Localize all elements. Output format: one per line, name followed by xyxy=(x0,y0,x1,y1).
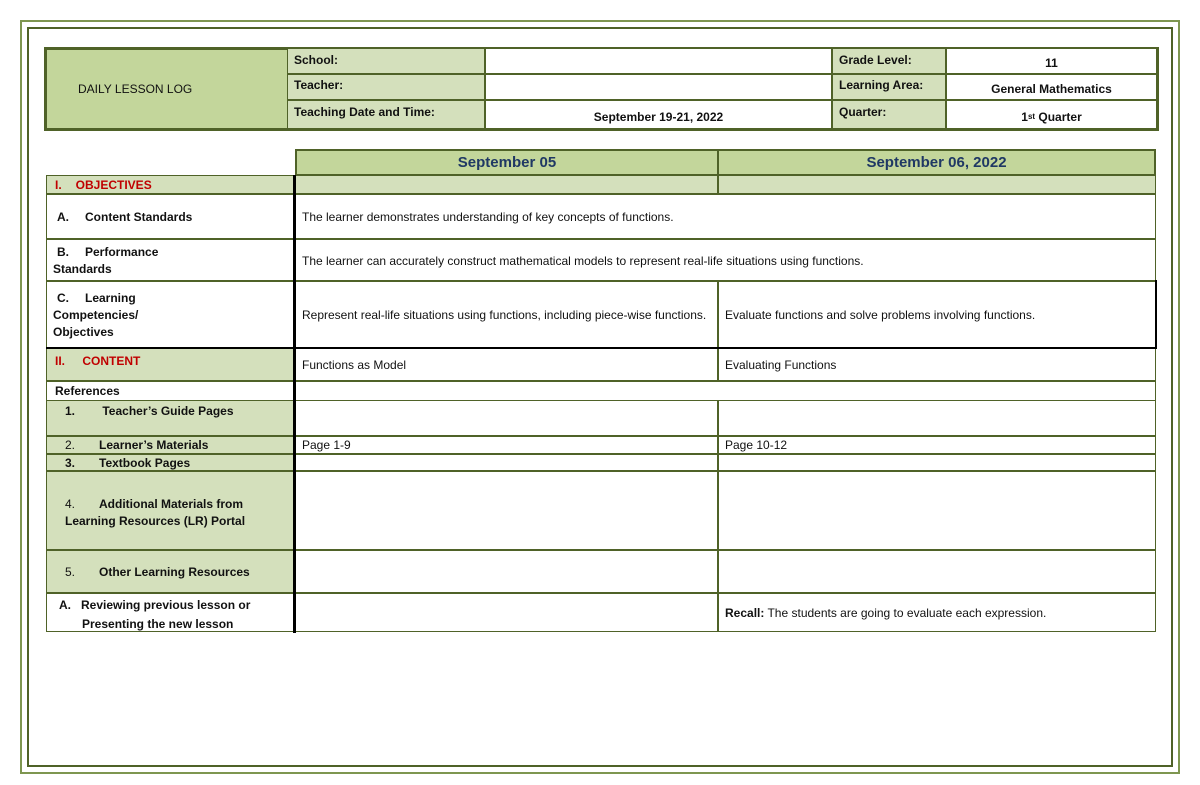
learners-materials-number: 2. xyxy=(65,438,76,452)
learners-materials-text: Learner’s Materials xyxy=(99,438,209,452)
performance-standards-label xyxy=(46,239,295,281)
textbook-pages-col1 xyxy=(295,454,718,471)
quarter-suffix: Quarter xyxy=(1035,109,1082,124)
additional-materials-label xyxy=(46,471,295,550)
content-col1: Functions as Model xyxy=(295,348,718,381)
teacher-field[interactable] xyxy=(485,74,832,100)
learning-area-value: General Mathematics xyxy=(946,74,1157,100)
additional-materials-number: 4. xyxy=(65,497,76,511)
reviewing-lesson-col2 xyxy=(718,593,1156,632)
reviewing-lesson-line2: Presenting the new lesson xyxy=(82,617,234,631)
other-resources-col1 xyxy=(295,550,718,593)
objectives-title: OBJECTIVES xyxy=(75,177,152,192)
learning-competencies-col2: Evaluate functions and solve problems involving functions. xyxy=(718,281,1156,348)
column-header-2: September 06, 2022 xyxy=(717,149,1156,176)
teachers-guide-col2 xyxy=(718,400,1156,436)
references-heading: References xyxy=(46,381,1156,401)
objectives-cell-1 xyxy=(295,175,718,194)
teachers-guide-number: 1. xyxy=(65,404,76,418)
school-field[interactable] xyxy=(485,48,832,74)
other-resources-col2 xyxy=(718,550,1156,593)
reviewing-lesson-col1 xyxy=(295,593,718,632)
other-resources-text: Other Learning Resources xyxy=(99,564,250,579)
additional-materials-col2 xyxy=(718,471,1156,550)
quarter-value: 1 st Quarter xyxy=(946,100,1157,129)
additional-materials-line2: Learning Resources (LR) Portal xyxy=(65,514,246,528)
other-resources-number: 5. xyxy=(65,564,76,579)
recall-text: The students are going to evaluate each expression. xyxy=(764,605,1047,620)
learning-competencies-line2: Competencies/ xyxy=(53,308,139,322)
content-title: CONTENT xyxy=(82,354,141,368)
objectives-heading xyxy=(46,175,295,194)
textbook-pages-label xyxy=(46,454,295,471)
objectives-cell-2 xyxy=(718,175,1156,194)
document-title: DAILY LESSON LOG xyxy=(78,82,193,96)
learning-competencies-line3: Objectives xyxy=(53,325,114,339)
teacher-label: Teacher: xyxy=(287,74,485,100)
learning-competencies-number: C. xyxy=(57,291,69,305)
learners-materials-col2: Page 10-12 xyxy=(718,436,1156,454)
performance-standards-line1: Performance xyxy=(85,245,159,259)
teachers-guide-label xyxy=(46,400,295,436)
quarter-label: Quarter: xyxy=(832,100,946,129)
teachers-guide-text: Teacher’s Guide Pages xyxy=(102,404,234,418)
learners-materials-label xyxy=(46,436,295,454)
school-label: School: xyxy=(287,48,485,74)
content-col2: Evaluating Functions xyxy=(718,348,1156,381)
content-standards-label xyxy=(46,194,295,239)
teaching-date-label: Teaching Date and Time: xyxy=(287,100,485,129)
learning-competencies-line1: Learning xyxy=(85,291,136,305)
learners-materials-col1: Page 1-9 xyxy=(295,436,718,454)
learning-competencies-label xyxy=(46,281,295,348)
recall-label: Recall: xyxy=(725,605,765,620)
left-column-divider xyxy=(293,175,296,633)
other-resources-label xyxy=(46,550,295,593)
performance-standards-line2: Standards xyxy=(53,262,112,276)
textbook-pages-number: 3. xyxy=(65,455,76,470)
grade-level-label: Grade Level: xyxy=(832,48,946,74)
teachers-guide-col1 xyxy=(295,400,718,436)
quarter-number: 1 xyxy=(1021,109,1028,124)
learning-competencies-col1: Represent real-life situations using functions, including piece-wise functions. xyxy=(295,281,718,348)
column-header-1: September 05 xyxy=(295,149,719,176)
reviewing-lesson-line1: Reviewing previous lesson or xyxy=(81,598,251,612)
learning-area-label: Learning Area: xyxy=(832,74,946,100)
content-standards-text: Content Standards xyxy=(85,209,193,224)
objectives-number: I. xyxy=(55,177,62,192)
teaching-date-value: September 19-21, 2022 xyxy=(485,100,832,129)
reviewing-lesson-number: A. xyxy=(59,598,71,612)
content-heading xyxy=(46,348,295,381)
additional-materials-line1: Additional Materials from xyxy=(99,497,244,511)
competencies-right-rule xyxy=(1155,280,1157,349)
textbook-pages-col2 xyxy=(718,454,1156,471)
content-standards-value: The learner demonstrates understanding of key concepts of functions. xyxy=(295,194,1156,239)
grade-level-value: 11 xyxy=(946,48,1157,74)
performance-standards-number: B. xyxy=(57,245,69,259)
performance-standards-value: The learner can accurately construct mathematical models to represent real-life situations using functions. xyxy=(295,239,1156,281)
reviewing-lesson-label xyxy=(46,593,295,632)
content-top-rule xyxy=(46,347,1156,349)
textbook-pages-text: Textbook Pages xyxy=(99,455,191,470)
content-standards-number: A. xyxy=(57,209,69,224)
additional-materials-col1 xyxy=(295,471,718,550)
content-number: II. xyxy=(55,354,66,368)
